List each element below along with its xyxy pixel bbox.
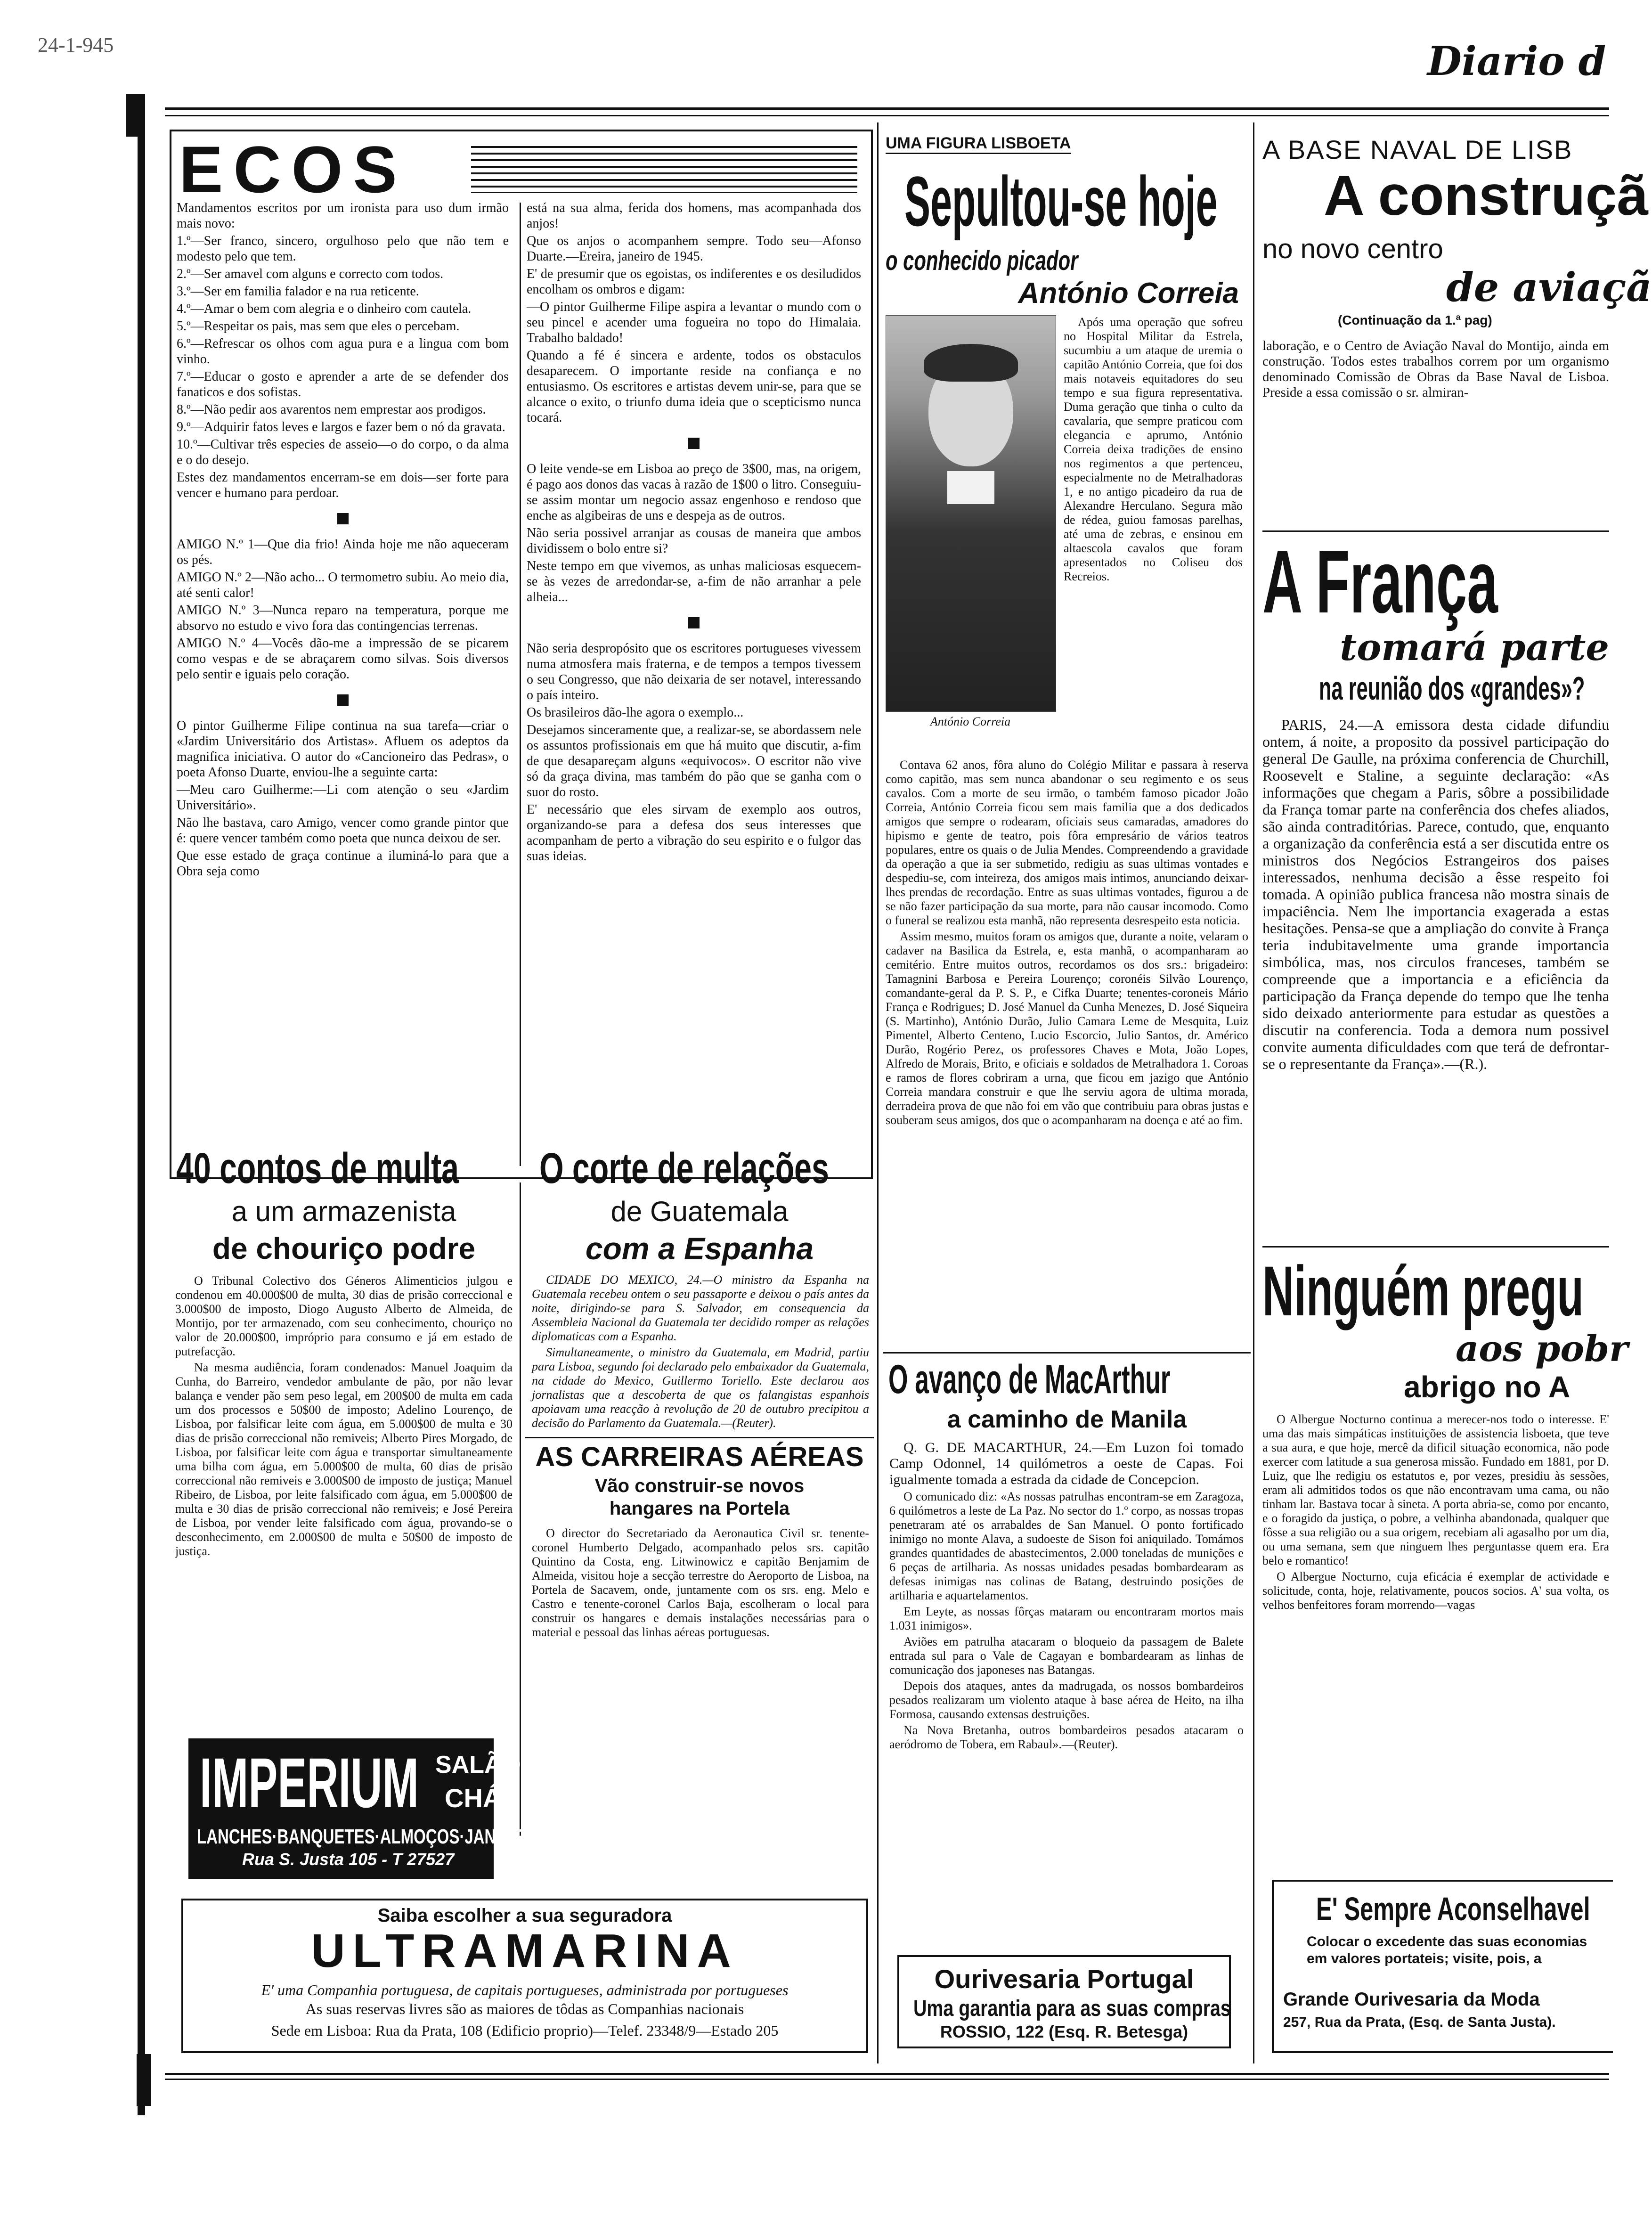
ecos-p: 3.º—Ser em familia falador e na rua reticente. [177,284,419,299]
section-rule [883,1352,1251,1354]
multa-paragraph: Na mesma audiência, foram condenados: Manuel Joaquim da Cunha, do Barreiro, vendedor ambulante de pão, por não levar balança e vender pão sem peso legal, em 200$00 de multa em cada um dos processos e 50$00 de imposto; Adelino Lourenço, de Lisboa, por falsificar leite com água, em 5.000$00 de multa e 30 dias de prisão correccional não remiveis; Alberto Pires Morgado, de Lisboa, por falsificar leite com água e transportar simultaneamente uma bilha com água, em 5.000$00 de multa, 60 dias de prisão correccional não remiveis e 3.000$00 de imposto de justiça; Manuel Ribeiro, de Lisboa, por leite falsificado com água, em 5.000$00 de multa e 30 dias de prisão correccional não remiveis; e José Pereira de Lisboa, por vender leite falsificado com água, provando-se o desconhecimento, em 2.000$00 de multa e 50$00 de imposto de justiça. [175,1361,513,1558]
ecos-p: Não seria despropósito que os escritores portugueses vivessem numa atmosfera mais fraterna, e de tempos a tempos tivessem o seu Congresso, que não deixaria de ser notavel, interessando o país inteiro. [527,641,861,702]
ecos-p: AMIGO N.º 2—Não acho... O termometro subiu. Ao meio dia, até senti calor! [177,570,509,600]
correia-name: António Correia [1018,277,1239,310]
ecos-p: Desejamos sinceramente que, a realizar-se, se abordassem nele os assuntos profissionais em que há muito que discutir, a-fim de que desapareçam alguns «equivocos». O escritor não vive só da graça divina, mas também do pão que se ganha com o suor do rosto. [527,723,861,799]
ultramarina-line-2: As suas reservas livres são as maiores de tôdas as Companhias nacionais [305,2000,744,2017]
macarthur-article [886,1357,1248,1950]
ecos-col-2 [527,200,861,1173]
ecos-p: O pintor Guilherme Filipe continua na sua tarefa—criar o «Jardim Universitário dos Artistas». Afluem os adeptos da magnifica iniciativa. O autor do «Cancioneiro das Pedras», o poeta Afonso Duarte, enviou-lhe a seguinte carta: [177,718,509,780]
ecos-p: AMIGO N.º 3—Nunca reparo na temperatura, porque me absorvo no estudo e vivo fora das contingencias terrenas. [177,603,509,633]
portrait-caption: António Correia [930,715,1011,728]
macarthur-paragraph: Depois dos ataques, antes da madrugada, os nossos bombardeiros pesados realizaram um violento ataque à base aérea de Heito, na ilha Formosa, causando extensas destruições. [889,1679,1244,1721]
franca-subhead-2: na reunião dos «grandes»? [1319,670,1585,707]
date-mark: 24-1-945 [38,33,114,57]
column-divider [1253,122,1254,2063]
ecos-title: ECOS [179,132,407,206]
ecos-col-1 [177,200,509,1173]
franca-article [1262,532,1609,1230]
ecos-p: AMIGO N.º 1—Que dia frio! Ainda hoje me não aqueceram os pés. [177,537,509,567]
ecos-p: Neste tempo em que vivemos, as unhas maliciosas esquecem-se às vezes de arredondar-se, a-fim de não arranhar a pele alheia... [527,559,861,604]
albergue-subhead-2: abrigo no A [1404,1370,1571,1404]
albergue-subhead: aos pobr [1456,1328,1628,1370]
imperium-cha: CHÁ [445,1783,502,1813]
imperium-services: LANCHES·BANQUETES·ALMOÇOS·JANTARES [197,1825,547,1848]
ultramarina-ad[interactable] [181,1899,868,2053]
guatemala-article [525,1144,874,1430]
imperium-name: IMPERIUM [200,1743,419,1822]
left-margin-line [138,122,145,2115]
correia-headline: Sepultou-se hoje [904,162,1218,241]
ultramarina-line-1: E' uma Companhia portuguesa, de capitais portugueses, administrada por portugueses [261,1982,789,1998]
ecos-p: Que esse estado de graça continue a iluminá-lo para que a Obra seja como [177,848,509,879]
macarthur-paragraph: Aviões em patrulha atacaram o bloqueio da passagem de Balete entrada sul para o Vale de Cagayan e bombardearam as linhas de comunicação dos japoneses nas Batangas. [889,1635,1244,1677]
section-separator [688,438,700,449]
macarthur-headline: O avanço de MacArthur [888,1357,1171,1402]
albergue-paragraph: O Albergue Nocturno continua a merecer-nos todo o interesse. E' uma das mais simpáticas instituições de assistencia lisboeta, que teve a sua aura, e que hoje, mercê da dificil situação economica, não pode exercer com latitude a sua generosa missão. Fundado em 1881, por D. Luiz, que lhe redigiu os estatutos e, por vezes, presidiu às sessões, eram ali admitidos todos os que não encontravam uma cama, ou não tinham lar. Bastava tocar à sineta. A porta abria-se, como por encanto, e o foragido da justiça, o pobre, a velhinha abandonada, qualquer que fôsse a sua religião ou a sua origem, recebiam ali agasalho por um dia, ou uma semana, sem que ninguem lhes perguntasse quem era. Era belo e romantico! [1262,1412,1609,1567]
carreiras-headline: AS CARREIRAS AÉREAS [535,1442,864,1472]
franca-paragraph: PARIS, 24.—A emissora desta cidade difundiu ontem, á noite, a proposito da possivel participação do general De Gaulle, na próxima conferencia de Churchill, Roosevelt e Staline, a seguinte declaração: «As informações que chegam a Paris, sôbre a possibilidade da França tomar parte na conferência dos chefes aliados, são ainda contraditórias. Parece, contudo, que, enquanto a organização da conferência está a ser discutida entre os ministros dos Negócios Estrangeiros dos paises interessados, nenhuma decisão a êsse respeito foi tomada. A opinião publica francesa não mostra sinais de impaciência. Nem lhe importancia exagerada a estas hesitações. Pensa-se que a ampliação do convite à França teria indubitavelmente uma grande importancia simbólica, mas, nos circulos franceses, também se compreende que a importancia e a eficiência da participação da França depende do tempo que lhe tenha sido deixado anteriormente para estudar as questões a discutir na conferencia. Toda a demora num possivel convite aumenta dificuldades com que terá de defrontar-se o representante da França».—(R.). [1262,716,1609,1072]
ecos-p: Quando a fé é sincera e ardente, todos os obstaculos desaparecem. O importante reside na confiança e no entusiasmo. Os escritores e artistas devem unir-se, para que se alcance o exito, o triunfo duma ideia que o scepticismo nunca tocará. [527,348,861,425]
correia-paragraph: Contava 62 anos, fôra aluno do Colégio Militar e passara à reserva como capitão, mas sem nunca abandonar o seu regimento e os seus cavalos. Com a morte de seu irmão, o também famoso picador João Correia, António Correia ficou sem mais familia que a dos dedicados amigos que sempre o rodearam, oficiais seus camaradas, amadores do hipismo e gente de teatro, pois fôra empresário de vários teatros populares, entre os quais o de Julia Mendes. Compreendendo a gravidade da operação a que ia ser submetido, redigiu as suas ultimas vontades e despediu-se, com inteireza, dos amigos mais intimos, anunciando deixar-lhes prendas de recordação. Entre as suas ultimas vontades, figurou a de se não fazer participação da sua morte, para não causar incomodo. Como o funeral se realizou esta manhã, não representa desrespeito esta noticia. [886,758,1248,927]
column-divider [520,1182,521,1837]
imperium-salao: SALÃO [435,1751,521,1778]
ecos-p: —O pintor Guilherme Filipe aspira a levantar o mundo com o seu pincel e acender uma fogueira no topo do Himalaia. Trabalho baldado! [527,300,861,345]
ecos-col-divider [520,203,521,1166]
guatemala-subhead-2: com a Espanha [585,1231,814,1266]
ecos-pintor [177,718,509,879]
ecos-p: Estes dez mandamentos encerram-se em dois—ser forte para vencer e humano para perdoar. [177,470,509,500]
ecos-p: E' de presumir que os egoistas, os indiferentes e os desiludidos encolham os ombros e digam: [527,267,861,297]
macarthur-paragraph: Q. G. DE MACARTHUR, 24.—Em Luzon foi tomado Camp Odonnel, 14 quilómetros a oeste de Capas. Foi igualmente tomada a estrada da cidade de Concepcion. [889,1440,1244,1487]
correia-paragraph: Assim mesmo, muitos foram os amigos que, durante a noite, velaram o cadaver na Basilica da Estrela, e, esta manhã, o acompanharam ao cemitério. Entre muitos outros, recordamos os dos srs.: brigadeiro: Tamagnini Barbosa e Pereira Lourenço; coronéis Silvão Lourenço, comandante-geral da P. S. P., e Cifka Duarte; tenentes-coroneis Mário França e Rodrigues; D. José Manuel da Cunha Menezes, D. José Siqueira (S. Martinho), António Durão, Julio Camara Leme de Mesquita, Luiz Pimentel, Alberto Centeno, Lucio Escorcio, Julio Santos, dr. Américo Durão, Rogério Perez, os professores Chaves e Mota, João Lopes, Alfredo de Morais, Brito, e oficiais e soldados de Metralhadora 1. Coroas e ramos de flores cobriram a urna, que ficou em jazigo que António Correia mandara construir e que lhe serviu agora de ultima morada, derradeira prova de que não foi em vão que contribuiu para obras justas e souberam seus amigos, dos que o acompanharam na doença e até ao fim. [886,930,1248,1127]
ecos-p: 1.º—Ser franco, sincero, orgulhoso pelo que não tem e modesto pelo que tem. [177,234,509,264]
masthead-title: Diario d [1427,38,1606,84]
sempre-line-1: Colocar o excedente das suas economias em valores portateis; visite, pois, a [1307,1934,1587,1966]
column-divider [877,122,879,2063]
multa-subhead: a um armazenista [231,1196,456,1227]
ecos-p: está na sua alma, ferida dos homens, mas acompanhada dos anjos! [527,201,861,231]
correia-side-text: Após uma operação que sofreu no Hospital Militar da Estrela, sucumbiu a um ataque de uremia o capitão António Correia, que foi dos mais notaveis equitadores do seu tempo e sua figura representativa. Duma geração que tinha o culto da cavalaria, que sempre praticou com elegancia e aprumo, António Correia deixa tradições de ensino nos regimentos a que pertenceu, especialmente no de Metralhadoras 1, e no antigo picadeiro da rua de Alexandre Herculano. Segura mão de rédea, guiou famosas parelhas, até uma de zebras, e ensinou em altaescola cavalos que foram apresentados no Coliseu dos Recreios. [1064,315,1243,583]
portrait-photo [886,315,1056,712]
sempre-line-3: 257, Rua da Prata, (Esq. de Santa Justa). [1283,2014,1556,2030]
franca-subhead: tomará parte [1340,626,1609,669]
guatemala-subhead: de Guatemala [610,1196,789,1227]
ourivesaria-portugal-ad[interactable] [897,1955,1231,2048]
ecos-p: Mandamentos escritos por um ironista para uso dum irmão mais novo: [177,201,509,231]
guatemala-headline: O corte de relações [539,1144,829,1192]
correia-subhead: o conhecido picador [886,245,1078,276]
sempre-title: E' Sempre Aconselhavel [1316,1891,1590,1927]
ecos-p: O leite vende-se em Lisboa ao preço de 3$00, mas, na origem, é pago aos donos das vacas à razão de 1$00 o litro. Conseguiu-se assim montar um negocio assaz engenhoso e rendoso que enche as algibeiras de uns e despeja as de outros. [527,462,861,523]
albergue-paragraph: O Albergue Nocturno, cuja eficácia é exemplar de actividade e solicitude, conta, hoje, relativamente, poucos socios. A' sua volta, os velhos benfeitores foram morrendo—vagas [1262,1570,1609,1612]
ourivesaria-name: Ourivesaria Portugal [934,1964,1194,1994]
multa-paragraph: O Tribunal Colectivo dos Géneros Alimenticios julgou e condenou em 40.000$00 de multa, 30 dias de prisão correccional e 3.000$00 de imposto, Diogo Augusto Alberto de Almeida, de Montijo, por ter armazenado, com seu conhecimento, chouriço no valor de 20.000$00, impróprio para consumo e já em estado de putrefacção. [175,1274,513,1358]
ecos-p: 10.º—Cultivar três especies de asseio—o do corpo, o da alma e o do desejo. [177,437,509,467]
ourivesaria-address: ROSSIO, 122 (Esq. R. Betesga) [940,2022,1188,2041]
carreiras-article [525,1442,874,1753]
ecos-amigos [177,537,509,682]
ecos-p: AMIGO N.º 4—Vocês dão-me a impressão de se picarem como vespas e de se abraçarem como silvas. Sois diversos pelo sentir e iguais pelo coração. [177,636,509,682]
base-subhead-2: de aviaçã [1446,264,1652,310]
ecos-p: Que os anjos o acompanhem sempre. Todo seu—Afonso Duarte.—Ereira, janeiro de 1945. [527,234,861,264]
ecos-p: 6.º—Refrescar os olhos com agua pura e a lingua com bom vinho. [177,336,509,367]
guatemala-paragraph: CIDADE DO MEXICO, 24.—O ministro da Espanha na Guatemala recebeu ontem o seu passaporte e deixou o país antes da noite, dirigindo-se para S. Salvador, em consequencia da Assembleia Nacional da Guatemala ter decidido romper as relações diplomaticas com a Espanha. [532,1273,869,1343]
ecos-p: Não seria possivel arranjar as cousas de maneira que ambos dividissem o bolo entre si? [527,526,861,556]
carreiras-paragraph: O director do Secretariado da Aeronautica Civil sr. tenente-coronel Humberto Delgado, acompanhado pelos srs. capitão Quintino da Costa, eng. Litwinowicz e capitão Benjamim de Almeida, visitou hoje a secção terrestre do Aeroporto de Lisboa, na Portela de Sacavem, onde, juntamente com os srs. eng. Melo e Castro e tenente-coronel Carlos Baja, escolheram o local para construir os hangares e demais instalações necessárias para o material e pessoal das linhas aéreas portuguesas. [532,1526,869,1639]
imperium-address: Rua S. Justa 105 - T 27527 [242,1850,455,1869]
left-margin-band-bottom [137,2054,151,2106]
ecos-p: E' necessário que eles sirvam de exemplo aos outros, organizando-se para a defesa dos seus interesses que acompanham de perto a vibração do seu espirito e o fulgor das suas ideias. [527,802,861,864]
ecos-p: 4.º—Amar o bem com alegria e o dinheiro com cautela. [177,302,472,316]
ecos-p: Os brasileiros dão-lhe agora o exemplo... [527,705,744,720]
ecos-p: Não lhe bastava, caro Amigo, vencer como grande pintor que é: quere vencer também como poeta que nunca deixou de ser. [177,815,509,846]
ecos-p: 8.º—Não pedir aos avarentos nem emprestar aos prodigos. [177,402,486,417]
section-separator [688,617,700,628]
top-rule-2 [165,115,1609,116]
ultramarina-line-3: Sede em Lisboa: Rua da Prata, 108 (Edificio proprio)—Telef. 23348/9—Estado 205 [271,2022,779,2039]
macarthur-paragraph: Em Leyte, as nossas fôrças mataram ou encontraram mortos mais 1.031 inimigos». [889,1605,1244,1632]
correia-kicker: UMA FIGURA LISBOETA [886,134,1071,154]
sempre-line-2: Grande Ourivesaria da Moda [1283,1989,1540,2010]
macarthur-paragraph: Na Nova Bretanha, outros bombardeiros pesados atacaram o aeródromo de Tobera, em Rabaul».—(Reuter). [889,1723,1244,1751]
base-subhead: no novo centro [1262,234,1443,264]
base-headline: A construçã [1324,164,1649,227]
sempre-aconselhavel-ad[interactable] [1272,1880,1613,2053]
section-rule [1262,1246,1609,1248]
ultramarina-top: Saiba escolher a sua seguradora [377,1905,672,1926]
multa-headline: 40 contos de multa [176,1144,459,1192]
bottom-rule [165,2073,1609,2075]
portrait-collar [947,471,994,504]
ecos-p: 2.º—Ser amavel com alguns e correcto com todos. [177,267,444,281]
franca-headline: A França [1262,532,1498,632]
section-rule [525,1437,874,1438]
albergue-article [1262,1251,1628,1870]
portrait-hair [924,344,1018,382]
base-continuation: (Continuação da 1.ª pag) [1338,313,1492,327]
bottom-rule-2 [165,2079,1609,2080]
section-separator [337,513,349,524]
ecos-p: —Meu caro Guilherme:—Li com atenção o seu «Jardim Universitário». [177,783,509,813]
multa-subhead-2: de chouriço podre [212,1231,476,1265]
ecos-p: 9.º—Adquirir fatos leves e largos e fazer bem o nó da gravata. [177,420,505,434]
albergue-headline: Ninguém pregu [1262,1251,1584,1330]
multa-article [170,1145,518,1757]
guatemala-paragraph: Simultaneamente, o ministro da Guatemala, em Madrid, partiu para Lisboa, segundo foi declarado pelo embaixador da Guatemala, na cidade do Mexico, Guillermo Toriello. Este declarou aos jornalistas que a descoberta de que os falangistas espanhois apoiavam uma reacção à revolução de 20 de outubro precipitou a decisão do Parlamento da Guatemala.—(Reuter). [532,1345,869,1430]
macarthur-subhead: a caminho de Manila [947,1406,1187,1433]
macarthur-paragraph: O comunicado diz: «As nossas patrulhas encontram-se em Zaragoza, 6 quilómetros a leste de La Paz. No sector do 1.º corpo, as nossas tropas penetraram até os arrabaldes de San Manuel. O ponto fortificado inimigo no monte Alava, a sudoeste de Sison foi aniquilado. Tomámos grandes quantidades de abastecimentos, 2.000 toneladas de munições e 6 peças de artilharia. As nossas unidades pesadas bombardearam as defesas inimigas nas colinas de Batang, destruindo posições de artilharia e aquartelamentos. [889,1490,1244,1602]
correia-article [886,134,1248,1345]
section-separator [337,694,349,706]
ourivesaria-tagline: Uma garantia para as suas compras [913,1996,1231,2021]
ecos-title-lines [471,141,857,193]
base-naval-article [1262,134,1652,539]
ecos-p: 7.º—Educar o gosto e aprender a arte de se defender dos fanaticos e dos sofistas. [177,369,509,400]
carreiras-subhead: Vão construir-se novos hangares na Portela [594,1476,805,1519]
ultramarina-name: ULTRAMARINA [311,1924,739,1977]
imperium-ad[interactable] [188,1738,547,1879]
base-kicker: A BASE NAVAL DE LISB [1262,135,1573,164]
top-rule [165,107,1609,110]
ecos-mandamentos [177,200,509,501]
base-paragraph: laboração, e o Centro de Aviação Naval do Montijo, ainda em construção. Todos estes trabalhos correm por um organismo denominado Comissão de Obras da Base Naval de Lisboa. Preside a essa comissão o sr. almiran- [1262,338,1609,400]
ecos-p: 5.º—Respeitar os pais, mas sem que eles o percebam. [177,319,460,334]
